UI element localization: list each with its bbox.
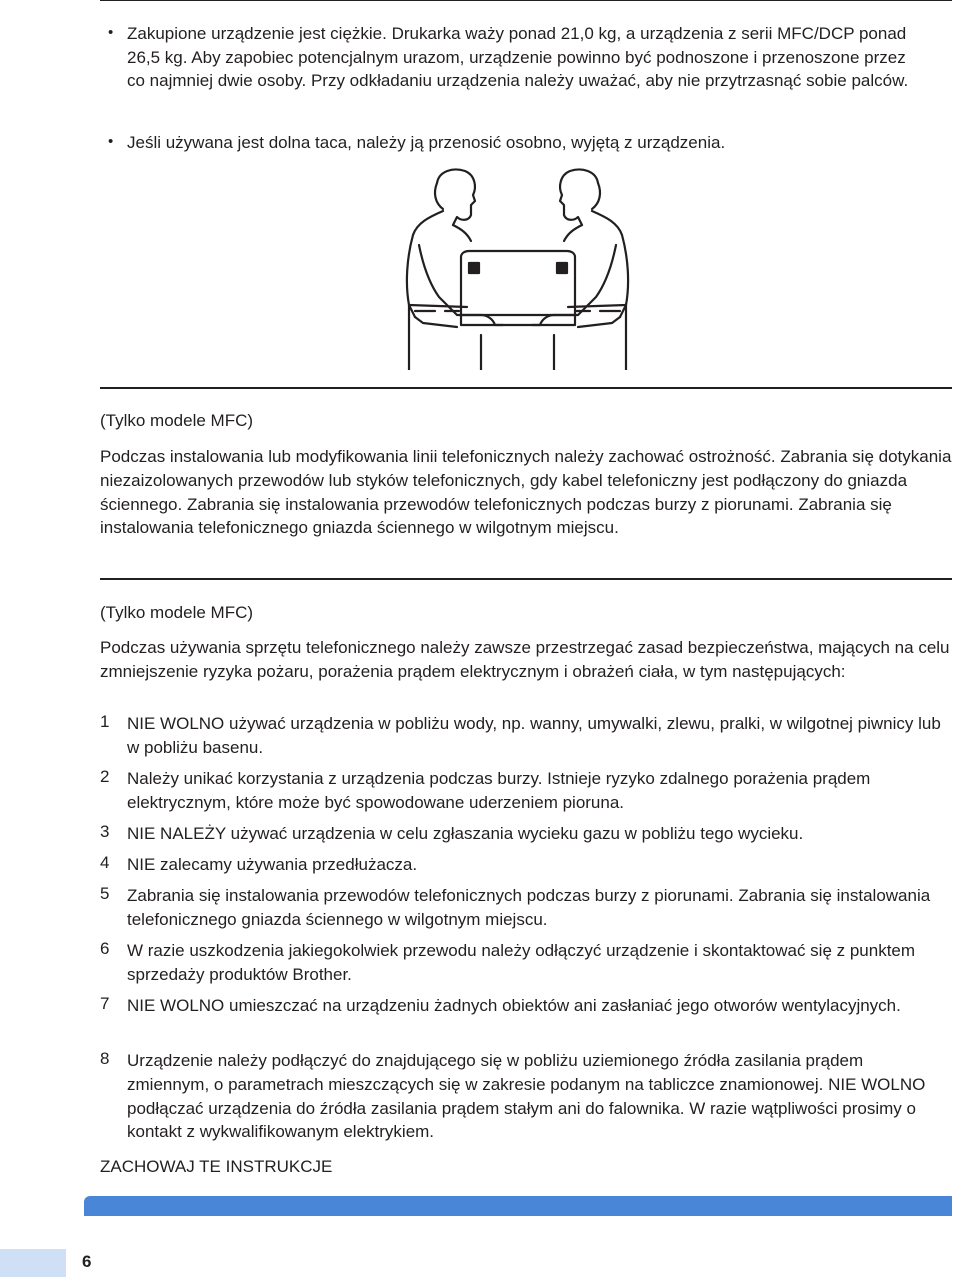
list-number: 8: [100, 1049, 110, 1068]
closing-instruction: ZACHOWAJ TE INSTRUKCJE: [100, 1157, 333, 1176]
list-text: NIE NALEŻY używać urządzenia w celu zgłaszania wycieku gazu w pobliżu tego wycieku.: [127, 824, 804, 843]
footer-accent-bar: [84, 1196, 952, 1216]
section-paragraph: Podczas instalowania lub modyfikowania linii telefonicznych należy zachować ostrożność. Zabrania się dotykania niezaizolowanych przewodów lub styków telefonicznych, gdy kabel telefoniczny jest podłączony do gniazda ściennego. Zabrania się instalowania przewodów telefonicznych podczas burzy z piorunami. Zabrania się instalowania telefonicznego gniazda ściennego w wilgotnym miejscu.: [100, 447, 952, 538]
bullet-dot: •: [108, 24, 114, 41]
section-divider: [100, 387, 952, 389]
section-intro: Podczas używania sprzętu telefonicznego należy zawsze przestrzegać zasad bezpieczeństwa, mających na celu zmniejszenie ryzyka pożaru, porażenia prądem elektrycznym i obrażeń ciała, w tym następujących:: [100, 638, 950, 681]
list-text: Należy unikać korzystania z urządzenia podczas burzy. Istnieje ryzyko zdalnego porażenia prądem elektrycznym, które może być spowodowane uderzeniem pioruna.: [127, 769, 871, 812]
list-text: W razie uszkodzenia jakiegokolwiek przewodu należy odłączyć urządzenie i skontaktować się z punktem sprzedaży produktów Brother.: [127, 941, 916, 984]
page-tab: [0, 1249, 66, 1277]
list-text: Zabrania się instalowania przewodów telefonicznych podczas burzy z piorunami. Zabrania się instalowania telefonicznego gniazda ściennego w wilgotnym miejscu.: [127, 886, 931, 929]
bullet-dot: •: [108, 133, 114, 150]
top-rule: [100, 0, 952, 1]
list-number: 3: [100, 822, 110, 841]
section-header: (Tylko modele MFC): [100, 411, 254, 430]
section-divider: [100, 578, 952, 580]
list-text: NIE zalecamy używania przedłużacza.: [127, 855, 418, 874]
two-person-lift-illustration: [395, 165, 640, 370]
page-number: 6: [82, 1252, 92, 1271]
list-number: 6: [100, 939, 110, 958]
list-text: NIE WOLNO umieszczać na urządzeniu żadnych obiektów ani zasłaniać jego otworów wentylacyjnych.: [127, 996, 901, 1015]
list-number: 7: [100, 994, 110, 1013]
list-text: NIE WOLNO używać urządzenia w pobliżu wody, np. wanny, umywalki, zlewu, pralki, w wilgotnej piwnicy lub w pobliżu basenu.: [127, 714, 941, 757]
list-number: 5: [100, 884, 110, 903]
list-number: 2: [100, 767, 110, 786]
list-number: 4: [100, 853, 110, 872]
warning-bullet-text: Jeśli używana jest dolna taca, należy ją przenosić osobno, wyjętą z urządzenia.: [127, 133, 726, 152]
list-number: 1: [100, 712, 110, 731]
section-header: (Tylko modele MFC): [100, 603, 254, 622]
warning-bullet-text: Zakupione urządzenie jest ciężkie. Drukarka waży ponad 21,0 kg, a urządzenia z serii MFC/DCP ponad 26,5 kg. Aby zapobiec potencjalnym urazom, urządzenie powinno być podnoszone i przenoszone przez co najmniej dwie osoby. Przy odkładaniu urządzenia należy uważać, aby nie przytrzasnąć sobie palców.: [127, 24, 909, 90]
list-text: Urządzenie należy podłączyć do znajdującego się w pobliżu uziemionego źródła zasilania prądem zmiennym, o parametrach mieszczących się w zakresie podanym na tabliczce znamionowej. NIE WOLNO podłączać urządzenia do źródła zasilania prądem stałym ani do falownika. W razie wątpliwości prosimy o kontakt z wykwalifikowanym elektrykiem.: [127, 1051, 926, 1142]
